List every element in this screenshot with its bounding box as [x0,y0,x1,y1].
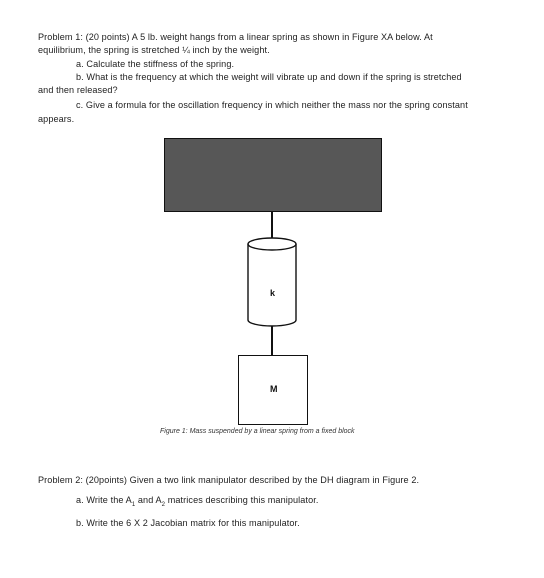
mass-label: M [270,384,278,394]
subscript-2: 2 [161,501,166,508]
problem2-part-a-suffix: matrices describing this manipulator. [165,495,319,505]
problem2-part-a-prefix: a. Write the A [76,495,132,505]
problem1-part-b-continued: and then released? [38,85,118,95]
problem1-part-b: b. What is the frequency at which the weight will vibrate up and down if the spring is stretched [76,72,462,82]
problem1-part-c: c. Give a formula for the oscillation frequency in which neither the mass nor the spring constant [76,100,468,110]
problem1-part-c-continued: appears. [38,114,75,124]
problem2-part-a [76,494,319,511]
problem1-heading: Problem 1: (20 points) A 5 lb. weight hangs from a linear spring as shown in Figure XA below. At [38,32,433,42]
subscript-1: 1 [131,501,136,508]
problem2-heading: Problem 2: (20points) Given a two link manipulator described by the DH diagram in Figure 2. [38,475,420,485]
spring-cylinder-icon [244,234,300,330]
fixed-block [164,138,382,212]
problem2-part-b: b. Write the 6 X 2 Jacobian matrix for this manipulator. [76,518,300,528]
lower-rod [271,326,273,355]
problem1-part-a: a. Calculate the stiffness of the spring. [76,59,235,69]
problem1-statement: equilibrium, the spring is stretched ¼ inch by the weight. [38,45,270,55]
figure-caption: Figure 1: Mass suspended by a linear spring from a fixed block [160,428,355,435]
spring-label: k [270,288,276,298]
problem2-part-a-mid: and A [135,495,162,505]
